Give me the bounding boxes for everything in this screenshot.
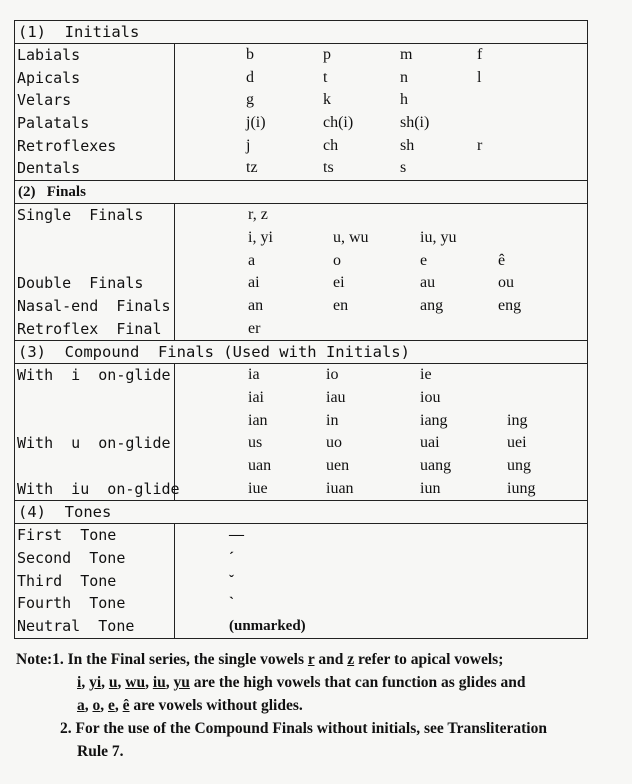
table-cell: iun bbox=[420, 479, 441, 497]
table-cell: ia bbox=[248, 366, 260, 384]
table-row bbox=[15, 204, 587, 227]
compound-finals-section bbox=[15, 364, 587, 501]
finals-heading: (2) Finals bbox=[15, 181, 587, 204]
table-cell: uan bbox=[248, 457, 272, 474]
table-cell: iai bbox=[248, 388, 264, 406]
note-text: , bbox=[145, 674, 153, 691]
tones-heading: (4) Tones bbox=[15, 501, 587, 524]
table-cell: io bbox=[326, 366, 339, 384]
note-text: Note:1. In the Final series, the single vowels bbox=[16, 651, 308, 668]
finals-section bbox=[15, 204, 587, 341]
note-text: , bbox=[165, 674, 174, 691]
row-label: Retroflex Final bbox=[17, 319, 162, 338]
note-1-line-1 bbox=[16, 648, 616, 671]
note-text: are the high vowels that can function as glides and bbox=[189, 674, 526, 691]
table-cell: ê bbox=[498, 251, 506, 269]
row-label: Fourth Tone bbox=[17, 594, 126, 613]
table-row bbox=[15, 89, 587, 112]
table-cell: er bbox=[248, 319, 261, 337]
initials-section bbox=[15, 44, 587, 181]
note-underlined: a bbox=[77, 697, 85, 714]
table-cell: e bbox=[420, 251, 428, 269]
table-cell: o bbox=[333, 251, 341, 269]
note-underlined: e bbox=[108, 697, 115, 714]
table-cell: i, yi bbox=[248, 228, 273, 246]
table-cell: j(i) bbox=[246, 114, 266, 132]
row-label: Double Finals bbox=[17, 274, 144, 293]
table-cell: uei bbox=[507, 434, 527, 452]
note-underlined: u bbox=[108, 674, 118, 691]
table-row bbox=[15, 157, 587, 180]
note-text: are vowels without glides. bbox=[129, 697, 303, 714]
table-row bbox=[15, 570, 587, 593]
table-cell: iau bbox=[326, 388, 346, 406]
row-label: With iu on-glide bbox=[17, 479, 180, 498]
table-cell: b bbox=[246, 46, 254, 63]
third-tone-mark: ˇ bbox=[229, 572, 234, 589]
notes bbox=[16, 648, 616, 763]
table-cell: en bbox=[333, 296, 349, 314]
table-cell: t bbox=[323, 68, 328, 86]
table-row bbox=[15, 478, 587, 501]
table-cell: ai bbox=[248, 274, 260, 292]
table-cell: uen bbox=[326, 457, 350, 474]
table-cell: uo bbox=[326, 434, 342, 452]
note-1-line-2 bbox=[16, 671, 616, 694]
table-cell: uai bbox=[420, 434, 440, 452]
table-cell: ung bbox=[507, 457, 531, 474]
note-text: , bbox=[101, 674, 109, 691]
table-cell: h bbox=[400, 91, 408, 109]
table-row bbox=[15, 524, 587, 547]
table-cell: ian bbox=[248, 411, 268, 429]
row-label: Retroflexes bbox=[17, 136, 117, 155]
table-cell: iang bbox=[420, 411, 448, 429]
table-row bbox=[15, 592, 587, 615]
note-underlined: i bbox=[77, 674, 82, 691]
table-cell: ch bbox=[323, 136, 339, 154]
table-cell: a bbox=[248, 251, 256, 269]
table-cell: iung bbox=[507, 479, 536, 497]
note-underlined: wu bbox=[125, 674, 146, 691]
note-2-line-1: 2. For the use of the Compound Finals without initials, see Transliteration bbox=[60, 720, 547, 737]
note-underlined: ê bbox=[122, 697, 130, 714]
row-label: Neutral Tone bbox=[17, 617, 135, 636]
note-text: , bbox=[84, 697, 93, 714]
row-label: With u on-glide bbox=[17, 434, 171, 453]
table-row bbox=[15, 272, 587, 295]
note-underlined: yu bbox=[173, 674, 190, 691]
table-row bbox=[15, 318, 587, 341]
table-row bbox=[15, 364, 587, 387]
table-cell: j bbox=[246, 136, 251, 154]
table-cell: ch(i) bbox=[323, 114, 354, 132]
table-cell: sh bbox=[400, 136, 415, 154]
table-row bbox=[15, 547, 587, 570]
note-text: , bbox=[114, 697, 123, 714]
table-cell: ts bbox=[323, 159, 334, 177]
table-cell: s bbox=[400, 159, 407, 177]
row-label: Palatals bbox=[17, 114, 90, 133]
row-label: Third Tone bbox=[17, 571, 117, 590]
table-cell: au bbox=[420, 274, 436, 292]
note-underlined: z bbox=[347, 651, 355, 668]
table-cell: f bbox=[477, 46, 483, 63]
table-cell: ou bbox=[498, 274, 514, 292]
note-text: and bbox=[314, 651, 348, 668]
table-cell: ie bbox=[420, 366, 432, 384]
note-text: refer to apical vowels; bbox=[354, 651, 504, 668]
row-label: Velars bbox=[17, 91, 72, 110]
table-row bbox=[15, 67, 587, 90]
row-label: Nasal-end Finals bbox=[17, 296, 171, 315]
table-cell: ang bbox=[420, 296, 444, 314]
tones-section bbox=[15, 524, 587, 637]
table-cell: r bbox=[477, 136, 483, 154]
table-cell: l bbox=[477, 68, 482, 86]
table-cell: iuan bbox=[326, 479, 354, 497]
note-underlined: r bbox=[307, 651, 315, 668]
initials-heading: (1) Initials bbox=[15, 21, 587, 44]
neutral-tone-mark: (unmarked) bbox=[229, 618, 306, 635]
row-label: With i on-glide bbox=[17, 366, 171, 385]
table-cell: iue bbox=[248, 479, 268, 497]
note-underlined: iu bbox=[152, 674, 166, 691]
table-cell: u, wu bbox=[333, 228, 369, 246]
first-tone-mark: — bbox=[229, 527, 244, 544]
row-label: Single Finals bbox=[17, 206, 144, 225]
table-cell: iu, yu bbox=[420, 228, 457, 246]
table-cell: us bbox=[248, 434, 263, 452]
note-text: , bbox=[100, 697, 108, 714]
table-cell: sh(i) bbox=[400, 114, 430, 132]
table-cell: in bbox=[326, 411, 339, 429]
table-row bbox=[15, 387, 587, 410]
table-cell: k bbox=[323, 91, 331, 109]
table-cell: uang bbox=[420, 457, 452, 474]
table-row bbox=[15, 410, 587, 433]
note-text: , bbox=[117, 674, 126, 691]
table-cell: an bbox=[248, 296, 264, 314]
table-row bbox=[15, 135, 587, 158]
table-row bbox=[15, 227, 587, 250]
table-row bbox=[15, 615, 587, 638]
note-2-line-2: Rule 7. bbox=[77, 743, 124, 760]
table-cell: m bbox=[400, 46, 413, 63]
table-row bbox=[15, 295, 587, 318]
note-text: , bbox=[81, 674, 90, 691]
table-row bbox=[15, 112, 587, 135]
note-underlined: yi bbox=[89, 674, 102, 691]
row-label: Dentals bbox=[17, 159, 81, 178]
table-row bbox=[15, 432, 587, 455]
note-1-line-3 bbox=[16, 694, 616, 717]
table-cell: d bbox=[246, 68, 254, 86]
table-cell: r, z bbox=[248, 206, 268, 224]
compound-finals-heading: (3) Compound Finals (Used with Initials) bbox=[15, 341, 587, 364]
table-cell: tz bbox=[246, 159, 258, 177]
table-cell: ing bbox=[507, 411, 528, 429]
note-underlined: o bbox=[92, 697, 101, 714]
table-row bbox=[15, 455, 587, 478]
table-cell: eng bbox=[498, 296, 522, 314]
row-label: Labials bbox=[17, 46, 81, 64]
second-tone-mark: ˊ bbox=[229, 550, 234, 567]
table-cell: p bbox=[323, 46, 331, 63]
table-cell: ei bbox=[333, 274, 345, 292]
table-cell: n bbox=[400, 68, 408, 86]
table-row bbox=[15, 250, 587, 273]
transliteration-table bbox=[14, 20, 588, 639]
table-cell: g bbox=[246, 91, 254, 109]
row-label: First Tone bbox=[17, 526, 117, 545]
table-row bbox=[15, 44, 587, 67]
table-cell: iou bbox=[420, 388, 441, 406]
fourth-tone-mark: ˋ bbox=[229, 595, 234, 612]
row-label: Apicals bbox=[17, 68, 81, 87]
row-label: Second Tone bbox=[17, 549, 126, 568]
